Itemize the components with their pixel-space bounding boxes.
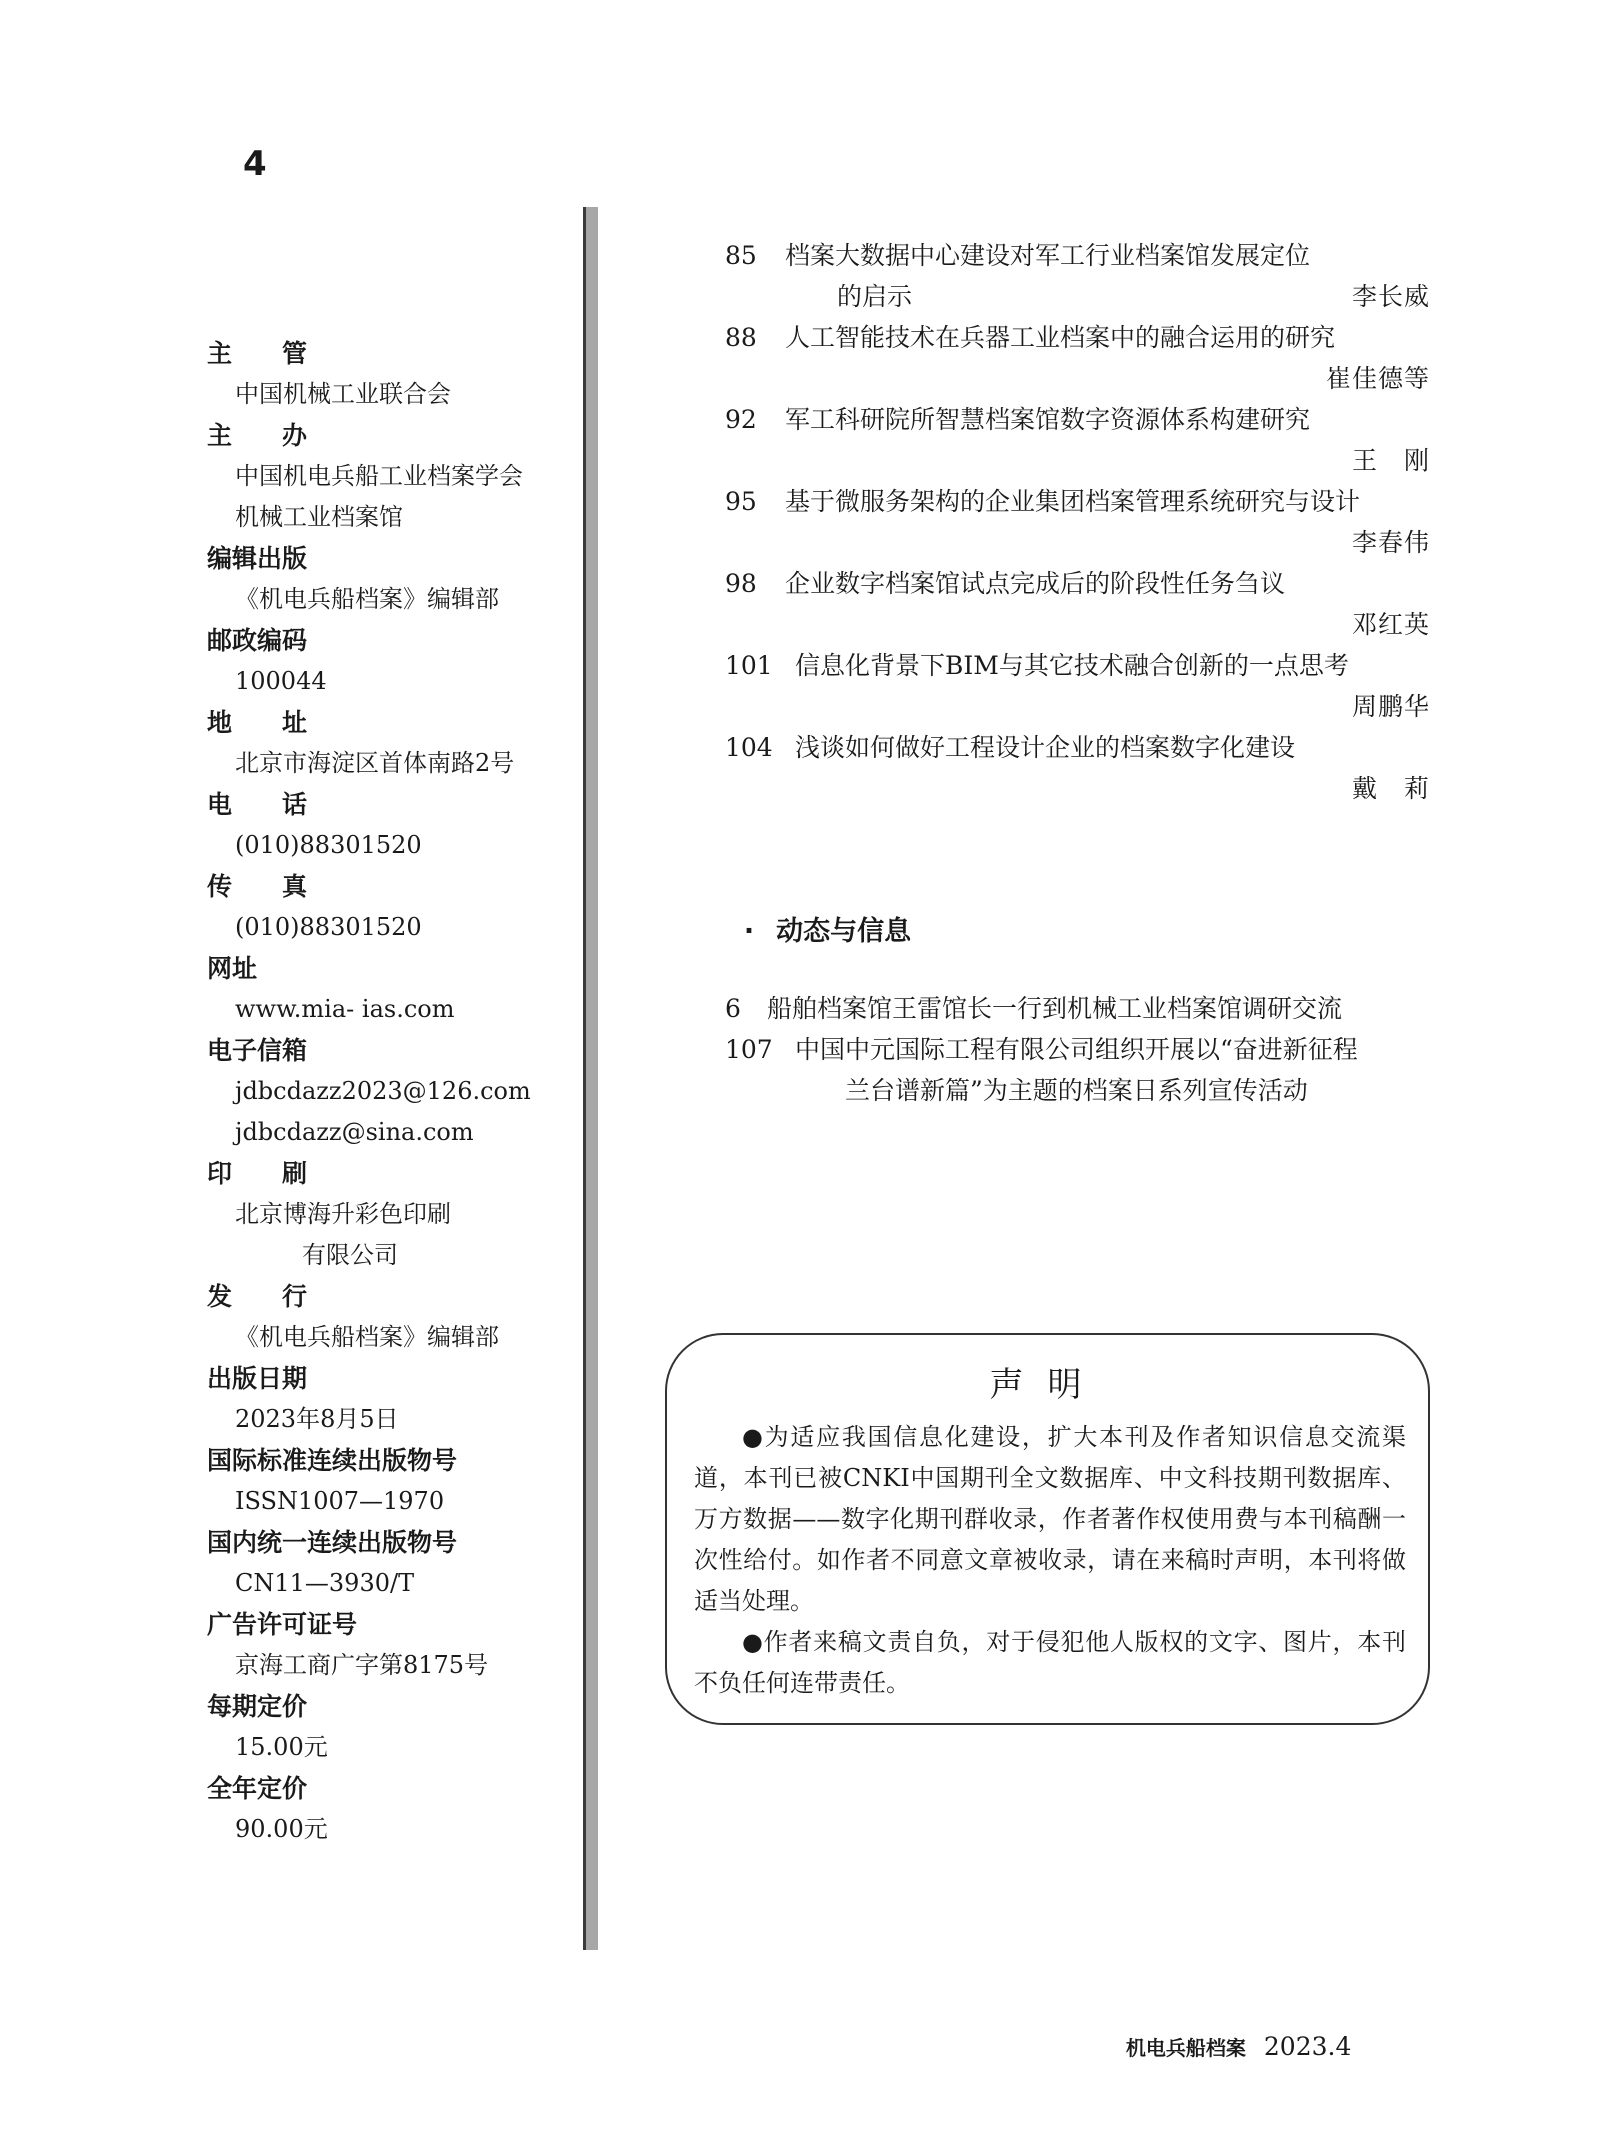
info-label: 印 刷 [207, 1159, 308, 1188]
toc-title: 基于微服务架构的企业集团档案管理系统研究与设计 [785, 487, 1361, 516]
toc-entry-continuation [725, 522, 1430, 563]
info-label: 电子信箱 [207, 1036, 308, 1065]
toc-title: 档案大数据中心建设对军工行业档案馆发展定位 [785, 241, 1311, 270]
info-label: 主 办 [207, 421, 308, 450]
toc-title-continuation: 的启示 [837, 282, 913, 311]
news-page-number: 6 [725, 994, 741, 1023]
info-value: 北京市海淀区首体南路2号 [235, 749, 515, 777]
page-footer [1110, 2003, 1351, 2061]
toc-entry [725, 399, 1430, 440]
section-title: 动态与信息 [776, 916, 912, 947]
info-label: 广告许可证号 [207, 1610, 358, 1639]
toc-entry-continuation [725, 358, 1430, 399]
info-value: 中国机电兵船工业档案学会 [235, 462, 523, 490]
toc-title: 军工科研院所智慧档案馆数字资源体系构建研究 [785, 405, 1311, 434]
toc-page-number: 104 [725, 733, 773, 762]
news-title: 船舶档案馆王雷馆长一行到机械工业档案馆调研交流 [767, 994, 1343, 1023]
info-label: 编辑出版 [207, 544, 308, 573]
statement-paragraph: ●作者来稿文责自负，对于侵犯他人版权的文字、图片，本刊不负任何连带责任。 [694, 1628, 1406, 1697]
masthead-info [207, 333, 587, 1850]
toc-author: 王 刚 [1351, 446, 1430, 475]
toc-title: 企业数字档案馆试点完成后的阶段性任务刍议 [785, 569, 1286, 598]
toc-author: 邓红英 [1351, 610, 1430, 639]
info-label: 出版日期 [207, 1364, 308, 1393]
info-value: jdbcdazz@sina.com [235, 1118, 474, 1146]
toc-title: 信息化背景下BIM与其它技术融合创新的一点思考 [795, 651, 1349, 680]
statement-title: 声明 [989, 1365, 1106, 1405]
toc-page-number: 95 [725, 487, 757, 516]
news-title: 中国中元国际工程有限公司组织开展以“奋进新征程 [795, 1035, 1358, 1064]
info-value: (010)88301520 [235, 831, 422, 859]
toc-entry [725, 727, 1430, 768]
news-entry [725, 1029, 1440, 1070]
toc-author: 李长威 [1351, 282, 1430, 311]
info-value: 中国机械工业联合会 [235, 380, 451, 408]
info-value: ISSN1007—1970 [235, 1487, 445, 1515]
info-value: 《机电兵船档案》编辑部 [235, 585, 499, 613]
toc-entry [725, 235, 1430, 276]
section-heading [725, 878, 911, 948]
toc-entry-continuation [725, 604, 1430, 645]
toc-author: 崔佳德等 [1325, 364, 1430, 393]
footer-issue: 2023.4 [1263, 2032, 1352, 2061]
table-of-contents [725, 235, 1430, 809]
column-divider [583, 207, 598, 1950]
toc-author: 周鹏华 [1351, 692, 1430, 721]
info-value: 100044 [235, 667, 327, 695]
info-label: 主 管 [207, 339, 308, 368]
toc-entry-continuation [725, 440, 1430, 481]
toc-page-number: 88 [725, 323, 757, 352]
toc-page-number: 92 [725, 405, 757, 434]
info-label: 发 行 [207, 1282, 308, 1311]
info-label: 电 话 [207, 790, 308, 819]
info-value: 《机电兵船档案》编辑部 [235, 1323, 499, 1351]
info-label: 地 址 [207, 708, 308, 737]
page-number: 4 [243, 144, 267, 184]
toc-author: 李春伟 [1351, 528, 1430, 557]
info-label: 国际标准连续出版物号 [207, 1446, 458, 1475]
toc-title: 浅谈如何做好工程设计企业的档案数字化建设 [795, 733, 1296, 762]
toc-page-number: 85 [725, 241, 757, 270]
toc-entry [725, 317, 1430, 358]
toc-entry [725, 481, 1430, 522]
toc-entry [725, 645, 1430, 686]
news-entry [725, 988, 1440, 1029]
info-value: 北京博海升彩色印刷 [235, 1200, 451, 1228]
toc-page-number: 98 [725, 569, 757, 598]
statement-box [665, 1333, 1430, 1725]
section-bullet: · [743, 916, 755, 947]
info-value: 京海工商广字第8175号 [235, 1651, 489, 1679]
news-title-continuation: 兰台谱新篇”为主题的档案日系列宣传活动 [845, 1076, 1308, 1105]
info-value: (010)88301520 [235, 913, 422, 941]
info-value: 90.00元 [235, 1815, 328, 1843]
info-value: 2023年8月5日 [235, 1405, 399, 1433]
info-label: 网址 [207, 954, 258, 983]
info-value: jdbcdazz2023@126.com [235, 1077, 531, 1105]
statement-body [694, 1417, 1406, 1704]
info-label: 国内统一连续出版物号 [207, 1528, 458, 1557]
info-value: 有限公司 [302, 1241, 398, 1269]
news-list [725, 988, 1440, 1111]
info-label: 邮政编码 [207, 626, 308, 655]
info-value: CN11—3930/T [235, 1569, 415, 1597]
toc-title: 人工智能技术在兵器工业档案中的融合运用的研究 [785, 323, 1336, 352]
toc-entry-continuation [725, 768, 1430, 809]
info-label: 全年定价 [207, 1774, 308, 1803]
info-value: www.mia- ias.com [235, 995, 455, 1023]
toc-entry-continuation [725, 276, 1430, 317]
toc-entry-continuation [725, 686, 1430, 727]
info-value: 机械工业档案馆 [235, 503, 403, 531]
toc-author: 戴 莉 [1351, 774, 1430, 803]
footer-journal-name: 机电兵船档案 [1125, 2036, 1246, 2060]
info-label: 传 真 [207, 872, 308, 901]
info-value: 15.00元 [235, 1733, 328, 1761]
toc-entry [725, 563, 1430, 604]
news-page-number: 107 [725, 1035, 773, 1064]
toc-page-number: 101 [725, 651, 773, 680]
info-label: 每期定价 [207, 1692, 308, 1721]
statement-paragraph: ●为适应我国信息化建设，扩大本刊及作者知识信息交流渠道，本刊已被CNKI中国期刊全文数据库、中文科技期刊数据库、万方数据——数字化期刊群收录，作者著作权使用费与本刊稿酬一次性给付。如作者不同意文章被收录，请在来稿时声明，本刊将做适当处理。 [694, 1423, 1406, 1615]
